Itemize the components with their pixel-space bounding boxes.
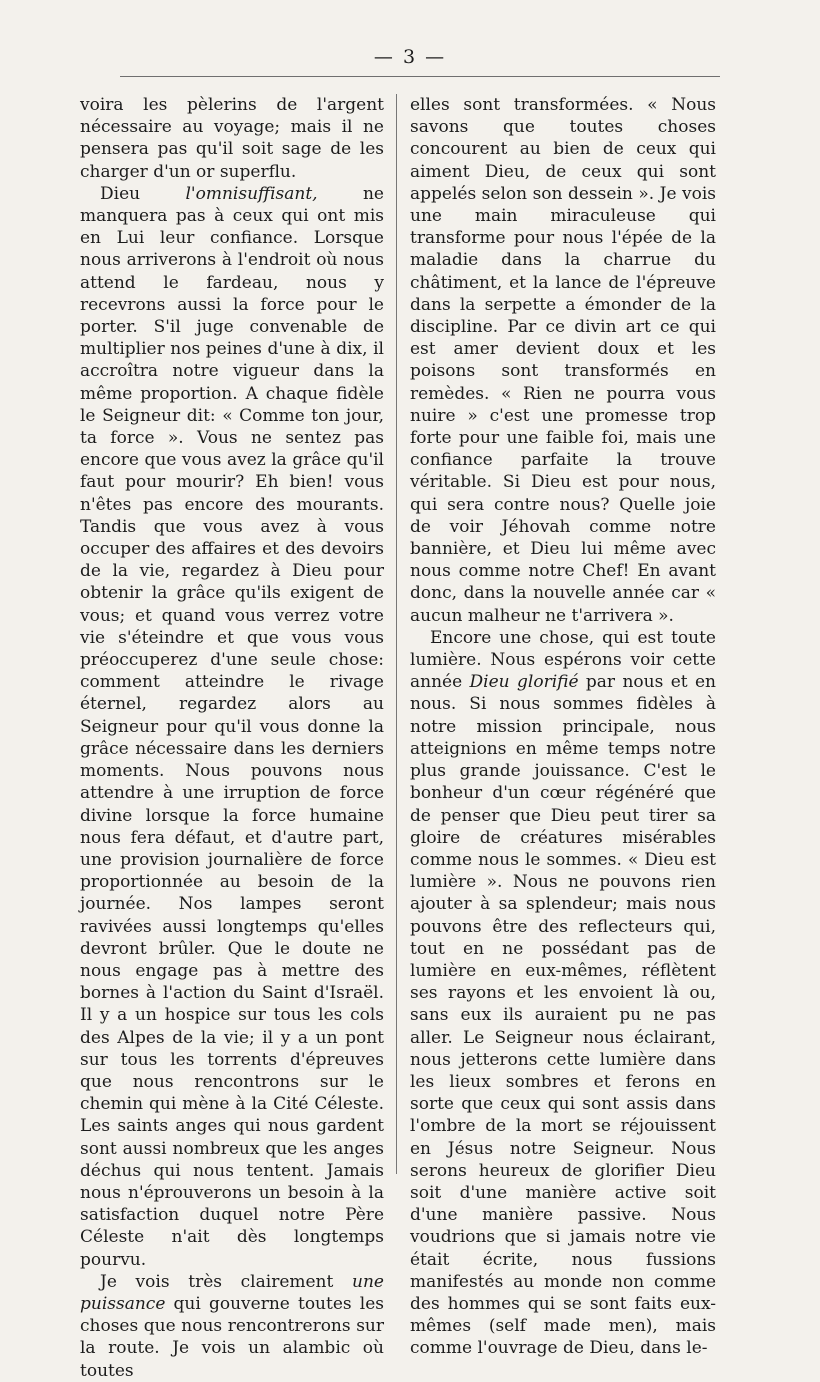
- text-run: Dieu: [100, 183, 186, 204]
- text-run: voira les pèlerins de l'argent nécessaire au voyage; mais il ne pensera pas qu'il soit sage de les charger d'un or superflu.: [80, 95, 384, 182]
- page-number: — 3 —: [373, 46, 447, 68]
- column-divider: [396, 94, 397, 1174]
- text-run: par nous et en nous. Si nous sommes fidèles à notre mission principale, nous atteignions en même temps notre plus grande jouissance. C'est le bonheur d'un cœur régénéré que de penser que Dieu peut tirer sa gloire de créatures misérables comme nous le sommes. « Dieu est lumière ». Nous ne pouvons rien ajouter à sa splendeur; mais nous pouvons être des reflecteurs qui, tout en ne possédant pas de lumière en eux-mêmes, réflètent ses rayons et les envoient là ou, sans eux ils auraient pu ne pas aller. Le Seigneur nous éclairant, nous jetterons cette lumière dans les lieux sombres et ferons en sorte que ceux qui sont assis dans l'ombre de la mort se réjouissent en Jésus notre Seigneur. Nous serons heureux de glorifier Dieu soit d'une manière active soit d'une manière passive. Nous voudrions que si jamais notre vie était écrite, nous fussions manifestés au monde non comme des hommes qui se sont faits eux-mêmes (self made men), mais comme l'ouvrage de Dieu, dans le-: [410, 672, 716, 1359]
- header-rule: [120, 76, 720, 77]
- paragraph: [80, 183, 384, 1271]
- text-run: Je vois très clairement: [100, 1271, 353, 1292]
- left-column: [80, 94, 384, 1382]
- paragraph: [410, 94, 716, 627]
- paragraph: [80, 1271, 384, 1382]
- italic-text: une puissance: [80, 1271, 384, 1314]
- italic-text: l'omnisuffisant,: [185, 183, 318, 204]
- text-run: ne manquera pas à ceux qui ont mis en Lui leur confiance. Lorsque nous arriverons à l'endroit où nous attend le fardeau, nous y recevrons aussi la force pour le porter. S'il juge convenable de multiplier nos peines d'une à dix, il accroîtra notre vigueur dans la même proportion. A chaque fidèle le Seigneur dit: « Comme ton jour, ta force ». Vous ne sentez pas encore que vous avez la grâce qu'il faut pour mourir? Eh bien! vous n'êtes pas encore des mourants. Tandis que vous avez à vous occuper des affaires et des devoirs de la vie, regardez à Dieu pour obtenir la grâce qu'ils exigent de vous; et quand vous verrez votre vie s'éteindre et que vous vous préoccuperez d'une seule chose: comment atteindre le rivage éternel, regardez alors au Seigneur pour qu'il vous donne la grâce nécessaire dans les derniers moments. Nous pouvons nous attendre à une irruption de force divine lorsque la force humaine nous fera défaut, et d'autre part, une provision journalière de force proportionnée au besoin de la journée. Nos lampes seront ravivées aussi longtemps qu'elles devront brûler. Que le doute ne nous engage pas à mettre des bornes à l'action du Saint d'Israël. Il y a un hospice sur tous les cols des Alpes de la vie; il y a un pont sur tous les torrents d'épreuves que nous rencontrons sur le chemin qui mène à la Cité Céleste. Les saints anges qui nous gardent sont aussi nombreux que les anges déchus qui nous tentent. Jamais nous n'éprouverons un besoin à la satisfaction duquel notre Père Céleste n'ait dès longtemps pourvu.: [80, 183, 384, 1270]
- text-run: elles sont transformées. « Nous savons que toutes choses concourent au bien de ceux qui aiment Dieu, de ceux qui sont appelés selon son dessein ». Je vois une main miraculeuse qui transforme pour nous l'épée de la maladie dans la charrue du châtiment, et la lance de l'épreuve dans la serpette a émonder de la discipline. Par ce divin art ce qui est amer devient doux et les poisons sont transformés en remèdes. « Rien ne pourra vous nuire » c'est une promesse trop forte pour une faible foi, mais une confiance parfaite la trouve véritable. Si Dieu est pour nous, qui sera contre nous? Quelle joie de voir Jéhovah comme notre bannière, et Dieu lui même avec nous comme notre Chef! En avant donc, dans la nouvelle année car « aucun malheur ne t'arrivera ».: [410, 95, 716, 626]
- text-run: qui gouverne toutes les choses que nous rencontrerons sur la route. Je vois un alambic où toutes: [80, 1293, 384, 1381]
- paragraph: [410, 627, 716, 1360]
- right-column: [410, 94, 716, 1360]
- italic-text: Dieu glorifié: [469, 672, 579, 693]
- paragraph: [80, 94, 384, 183]
- text-run: Encore une chose, qui est toute lumière. Nous espérons voir cette année: [410, 627, 716, 693]
